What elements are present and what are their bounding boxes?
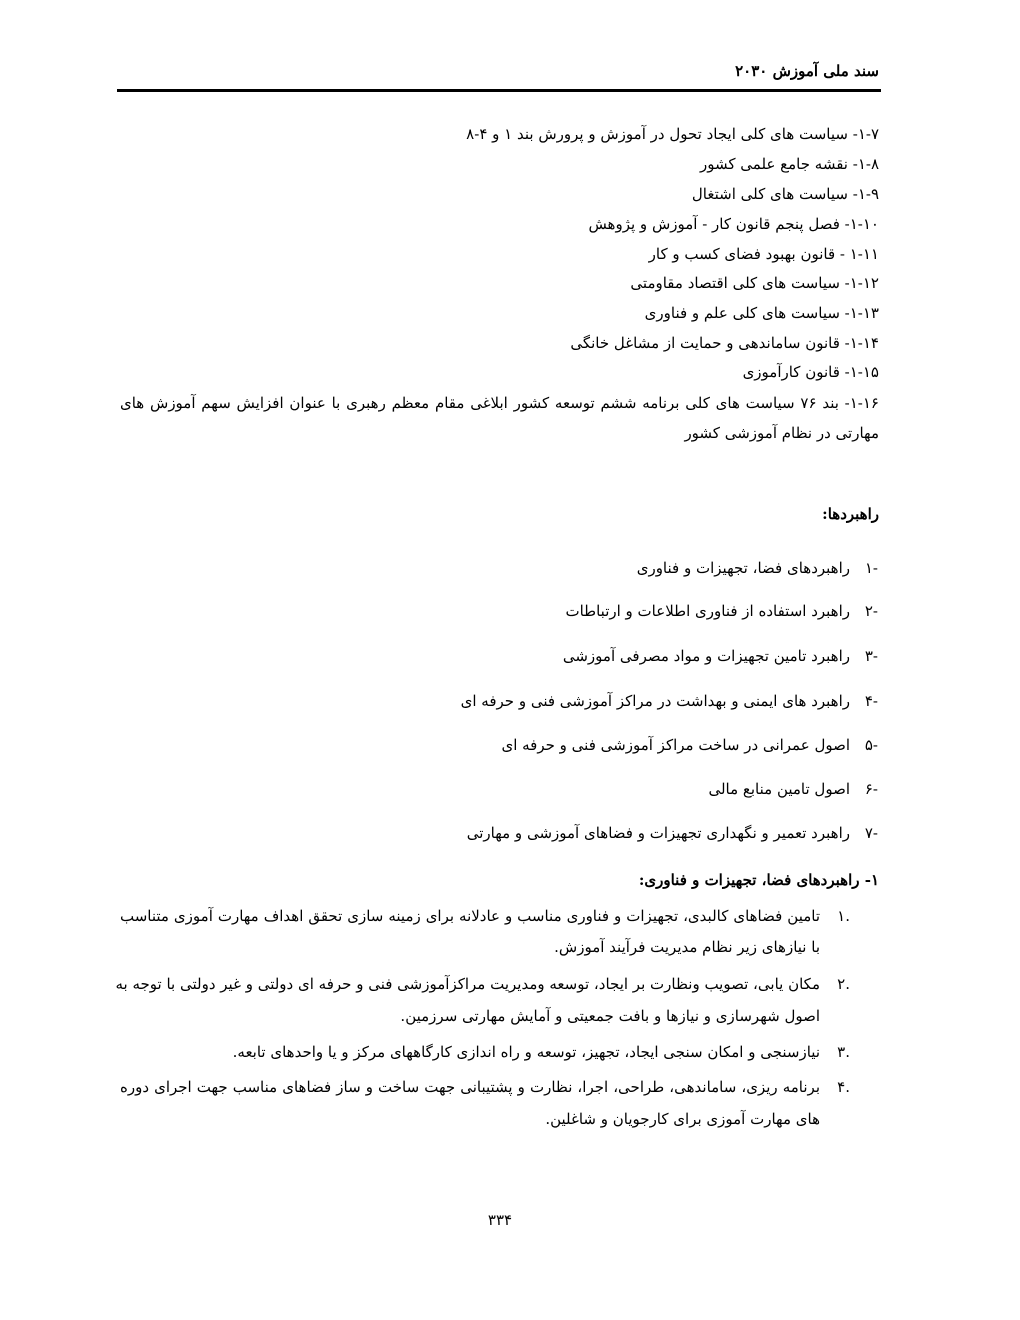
strategy-text: راهبرد تعمیر و نگهداری تجهیزات و فضاهای آموزشی و مهارتی (466, 824, 850, 842)
action-number: .۴ (837, 1078, 850, 1096)
strategy-item (460, 691, 878, 711)
strategy-item (562, 646, 878, 666)
header-divider (117, 89, 881, 92)
reference-item: ۱-۱۲- سیاست های کلی اقتصاد مقاومتی (630, 274, 879, 292)
action-line: برنامه ریزی، ساماندهی، طراحی، اجرا، نظارت و پشتیبانی جهت ساخت و ساز فضاهای مناسب جهت اجرای دوره (120, 1078, 820, 1096)
strategy-text: راهبرد تامین تجهیزات و مواد مصرفی آموزشی (562, 647, 850, 665)
strategy-item (501, 735, 878, 755)
strategy-text: اصول عمرانی در ساخت مراکز آموزشی فنی و حرفه ای (501, 736, 850, 754)
page-number: ۳۳۴ (487, 1211, 513, 1229)
reference-item: ۱-۱۵- قانون کارآموزی (742, 363, 879, 381)
action-number: .۲ (837, 975, 850, 993)
reference-item: ۱-۱۴- قانون ساماندهی و حمایت از مشاغل خانگی (570, 334, 879, 352)
reference-item: ۱-۱۳- سیاست های کلی علم و فناوری (644, 304, 879, 322)
reference-item: ۱-۱۶- بند ۷۶ سیاست های کلی برنامه ششم توسعه کشور ابلاغی مقام معظم رهبری با عنوان افزایش سهم آموزش های (120, 394, 879, 412)
reference-item: ۱-۱۰- فصل پنجم قانون کار - آموزش و پژوهش (588, 215, 879, 233)
action-line: با نیازهای زیر نظام مدیریت فرآیند آموزش. (554, 938, 820, 956)
strategy-number: -۶ (864, 780, 878, 798)
action-number: .۱ (837, 907, 850, 925)
strategy-number: -۷ (864, 824, 878, 842)
strategy-item (708, 779, 878, 799)
reference-item: ۱-۸- نقشه جامع علمی کشور (700, 155, 879, 173)
reference-item: ۱-۷- سیاست های کلی ایجاد تحول در آموزش و پرورش بند ۱ و ۴-۸ (466, 125, 879, 143)
strategy-number: -۱ (864, 559, 878, 577)
action-line: تامین فضاهای کالبدی، تجهیزات و فناوری مناسب و عادلانه برای زمینه سازی تحقق اهداف مهارت آموزی متناسب (120, 907, 820, 925)
strategy-text: راهبرد های ایمنی و بهداشت در مراکز آموزشی فنی و حرفه ای (460, 692, 850, 710)
strategy-text: راهبردهای فضا، تجهیزات و فناوری (636, 559, 850, 577)
action-line: های مهارت آموزی برای کارجویان و شاغلین. (545, 1110, 820, 1128)
strategy-text: اصول تامین منابع مالی (708, 780, 850, 798)
strategy-number: -۲ (864, 602, 878, 620)
strategy-item (565, 601, 878, 621)
strategy-number: -۴ (864, 692, 878, 710)
action-line: اصول شهرسازی و نیازها و بافت جمعیتی و آمایش مهارتی سرزمین. (400, 1007, 820, 1025)
section-heading: ۱- راهبردهای فضا، تجهیزات و فناوری: (638, 871, 879, 889)
strategy-text: راهبرد استفاده از فناوری اطلاعات و ارتباطات (565, 602, 850, 620)
strategy-number: -۳ (864, 647, 878, 665)
action-number: .۳ (837, 1043, 850, 1061)
action-line: نیازسنجی و امکان سنجی ایجاد، تجهیز، توسعه و راه اندازی کارگاههای مرکز و یا واحدهای تابعه. (232, 1043, 820, 1061)
reference-item-continuation: مهارتی در نظام آموزشی کشور (684, 424, 879, 442)
header-title: سند ملی آموزش ۲۰۳۰ (735, 62, 879, 80)
action-line: مکان یابی، تصویب ونظارت بر ایجاد، توسعه ومدیریت مراکزآموزشی فنی و حرفه ای دولتی و غیر دولتی با توجه به (115, 975, 820, 993)
strategy-item (466, 823, 878, 843)
reference-item: ۱-۹- سیاست های کلی اشتغال (691, 185, 879, 203)
strategy-number: -۵ (864, 736, 878, 754)
strategies-heading: راهبردها: (822, 505, 879, 523)
reference-item: ۱-۱۱ - قانون بهبود فضای کسب و کار (648, 245, 879, 263)
strategy-item (636, 558, 878, 578)
